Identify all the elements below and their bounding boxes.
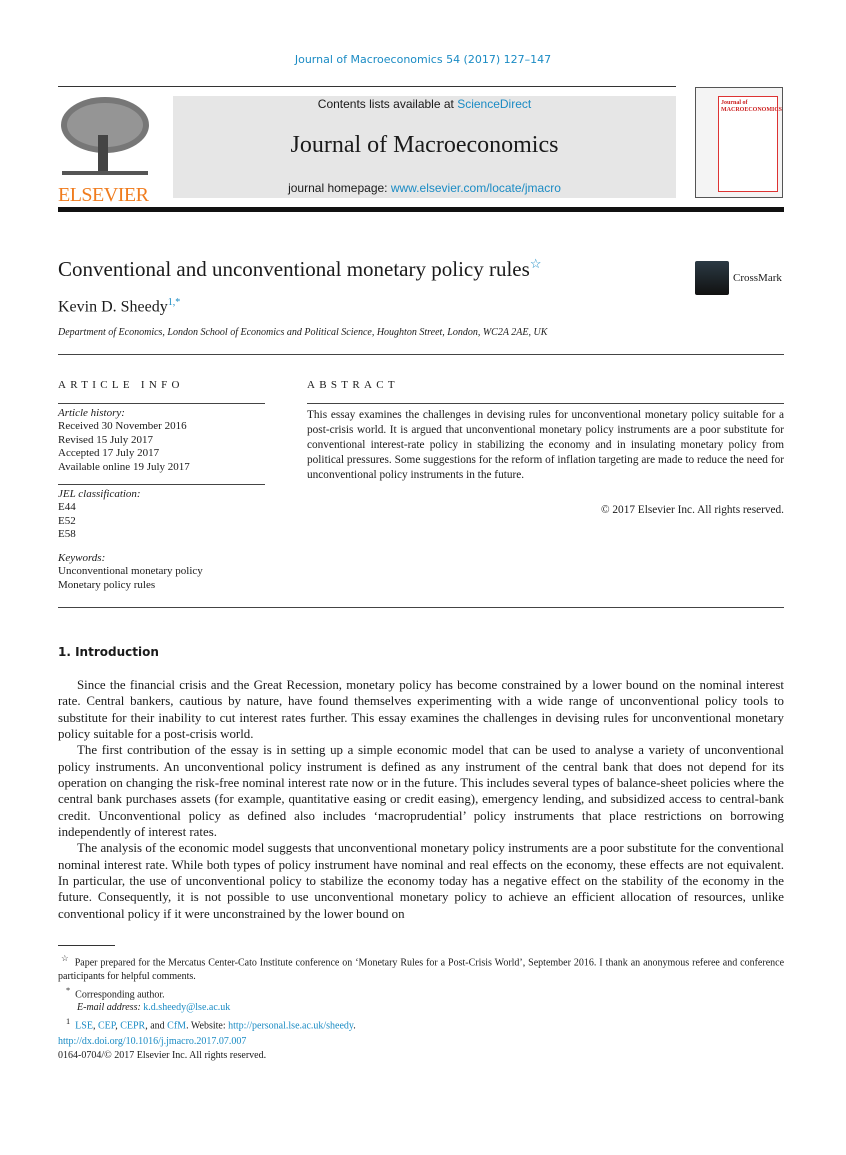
footnote-email xyxy=(58,1001,784,1015)
title-footnote-mark[interactable]: ☆ xyxy=(529,256,542,271)
lse-link[interactable]: LSE xyxy=(75,1020,93,1032)
crossmark-button[interactable] xyxy=(695,261,782,295)
journal-banner xyxy=(173,96,676,198)
contents-text: Contents lists available at xyxy=(317,97,458,111)
keyword: Monetary policy rules xyxy=(58,578,156,591)
homepage-link[interactable]: www.elsevier.com/locate/jmacro xyxy=(390,181,561,195)
crossmark-icon xyxy=(695,261,729,295)
abstract-copyright: © 2017 Elsevier Inc. All rights reserved. xyxy=(600,504,784,516)
footnotes xyxy=(58,952,784,1033)
footnote-1 xyxy=(58,1015,784,1033)
abstract-text: This essay examines the challenges in devising rules for unconventional monetary policy suitable for a post-crisis world. It is argued that unconventional monetary policy instruments are a poor substitute for conventional interest-rate policy in stabilizing the economy and in insulating monetary policy from political pressures. Some suggestions for the reform of inflation targeting are made to reduce the need for unconventional policy instruments in the future. xyxy=(307,409,784,481)
author xyxy=(58,297,180,316)
footnote-text: Paper prepared for the Mercatus Center-Cato Institute conference on ‘Monetary Rules for a Post-Crisis World’, September 2016. I thank an anonymous referee and conference participants for helpful comments. xyxy=(58,957,785,982)
journal-reference[interactable]: Journal of Macroeconomics 54 (2017) 127–147 xyxy=(294,53,552,66)
footnote-mark: 1 xyxy=(66,1017,71,1027)
issn-copyright: 0164-0704/© 2017 Elsevier Inc. All rights reserved. xyxy=(58,1049,267,1061)
journal-cover xyxy=(695,87,783,198)
sciencedirect-link[interactable]: ScienceDirect xyxy=(457,97,532,111)
cover-title: Journal of MACROECONOMICS xyxy=(721,100,782,113)
author-marks[interactable]: 1,* xyxy=(167,297,181,308)
keyword: Unconventional monetary policy xyxy=(58,565,203,578)
footnote-text: Corresponding author. xyxy=(75,988,165,1000)
email-link[interactable]: k.d.sheedy@lse.ac.uk xyxy=(143,1002,231,1014)
doi-block xyxy=(58,1035,266,1062)
paragraph: The analysis of the economic model suggests that unconventional monetary policy instruments are a poor substitute for the conventional nominal interest rate. While both types of policy instrument have nominal and real effects on the economy, these effects are not equivalent. In particular, the use of unconventional policy to stabilize the economy today has a negative effect on the stability of the economy in the future. Consequently, it is not possible to use unconventional monetary policy to achieve an efficient allocation of resources, unlike conventional policy if it were unconstrained by the lower bound on xyxy=(58,841,784,921)
doi-link[interactable]: http://dx.doi.org/10.1016/j.jmacro.2017.07.007 xyxy=(58,1036,247,1047)
elsevier-logo xyxy=(58,95,152,206)
separator: . xyxy=(353,1020,356,1032)
history-item: Available online 19 July 2017 xyxy=(58,460,190,473)
header-rule xyxy=(58,207,784,212)
body-text xyxy=(58,677,784,922)
email-label: E-mail address: xyxy=(77,1002,144,1014)
elsevier-tree-icon xyxy=(58,95,152,177)
footnote-mark: ☆ xyxy=(60,954,69,963)
cfm-link[interactable]: CfM xyxy=(167,1020,187,1032)
website-label: . Website: xyxy=(186,1020,229,1032)
divider xyxy=(58,86,676,87)
divider xyxy=(58,403,265,404)
separator: , xyxy=(92,1020,98,1032)
history-item: Received 30 November 2016 xyxy=(58,420,187,433)
jel-code: E58 xyxy=(58,528,76,541)
contents-line xyxy=(173,97,676,111)
history-label: Article history: xyxy=(58,407,125,419)
divider xyxy=(58,607,784,608)
history-item: Revised 15 July 2017 xyxy=(58,433,154,446)
journal-title: Journal of Macroeconomics xyxy=(290,132,559,158)
divider xyxy=(307,403,784,404)
cep-link[interactable]: CEP xyxy=(97,1020,116,1032)
section-heading: 1. Introduction xyxy=(58,645,159,659)
footnote-mark: * xyxy=(66,985,71,995)
article-info-heading: ARTICLE INFO xyxy=(58,379,184,391)
divider xyxy=(58,484,265,485)
homepage-label: journal homepage: xyxy=(288,181,391,195)
separator: , and xyxy=(145,1020,168,1032)
website-link[interactable]: http://personal.lse.ac.uk/sheedy xyxy=(228,1020,354,1032)
abstract-heading: ABSTRACT xyxy=(307,379,399,391)
footnote-corresponding xyxy=(58,984,784,1002)
paragraph: The first contribution of the essay is in setting up a simple economic model that can be used to analyse a variety of unconventional policy instruments. An unconventional policy instrument is defined as any instrument of the central bank that does not depend for its operation on changing the risk-free nominal interest rate now or in the future. This includes several types of balance-sheet policies where the central bank purchases assets (for example, quantitative easing or credit easing), emergency lending, and subsidized access to central-bank credit. Unconventional policy as defined also includes ‘macroprudential’ policy instruments that place restrictions on borrowing independently of interest rates. xyxy=(58,743,784,840)
footnote-rule xyxy=(58,945,115,946)
article-history xyxy=(58,407,190,474)
jel-code: E44 xyxy=(58,501,76,514)
jel-classification xyxy=(58,488,141,542)
history-item: Accepted 17 July 2017 xyxy=(58,447,160,460)
title-text: Conventional and unconventional monetary policy rules xyxy=(58,257,530,281)
affiliation: Department of Economics, London School of Economics and Political Science, Houghton Street, London, WC2A 2AE, UK xyxy=(58,327,548,338)
divider xyxy=(58,354,784,355)
cepr-link[interactable]: CEPR xyxy=(120,1020,146,1032)
paragraph: Since the financial crisis and the Great Recession, monetary policy has become constrained by a lower bound on the nominal interest rate. Central bankers, cautious by nature, have found themselves experimenting with a wide range of unconventional policy tools to substitute for their inability to cut interest rates further. This essay examines the challenges in devising rules for unconventional monetary policy suitable for a post-crisis world. xyxy=(58,678,784,742)
publisher-name: ELSEVIER xyxy=(58,184,149,206)
jel-label: JEL classification: xyxy=(58,488,141,500)
article-title xyxy=(58,256,541,282)
separator: , xyxy=(115,1020,121,1032)
footnote-star xyxy=(58,952,784,984)
crossmark-label: CrossMark xyxy=(733,272,782,284)
homepage-line xyxy=(173,181,676,195)
keywords xyxy=(58,552,203,592)
jel-code: E52 xyxy=(58,514,76,527)
author-name: Kevin D. Sheedy xyxy=(58,298,168,316)
keywords-label: Keywords: xyxy=(58,552,106,564)
